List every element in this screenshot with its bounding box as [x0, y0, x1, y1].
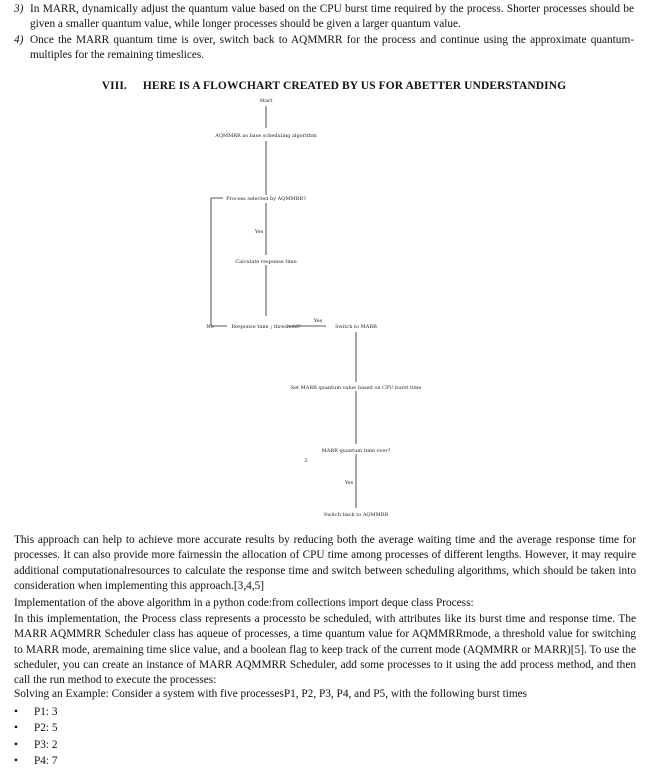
label-no: No: [206, 324, 214, 330]
list-item-3: [14, 2, 634, 32]
list-text: In MARR, dynamically adjust the quantum value based on the CPU burst time required by the process. Shorter processes should be given a smaller quantum value, while longer processes should be given a larger quantum value.: [30, 3, 634, 30]
section-number: VIII.: [101, 80, 127, 92]
list-number: 4): [14, 34, 24, 46]
node-switch-marr: Switch to MARR: [335, 324, 377, 330]
list-text: Once the MARR quantum time is over, switch back to AQMMRR for the process and continue using the approximate quantum-multiples for the remaining timeslices.: [30, 34, 634, 61]
list-number: 3): [14, 3, 24, 15]
node-quantum-over: MARR quantum time over?: [321, 448, 391, 454]
label-yes-2: Yes: [313, 318, 323, 324]
list-item: • P3: 2: [14, 737, 58, 753]
label-yes-1: Yes: [254, 229, 264, 235]
stray-label: 2: [304, 458, 308, 464]
paragraph-implementation: In this implementation, the Process class represents a processto be scheduled, with attributes like its burst time and response time. The MARR AQMMRR Scheduler class has aqueue of processes, a time quantum value for AQMMRRmode, a threshold value for switching to MARR mode, aremaining time slice value, and a boolean flag to keep track of the current mode (AQMMRR or MARR)[5]. To use the scheduler, you can create an instance of MARR AQMMRR Scheduler, add some processes to it using the add process method, and then call the run method to execute the processes:: [14, 613, 636, 687]
list-item: • P1: 3: [14, 704, 58, 720]
implementation-line: Implementation of the above algorithm in a python code:from collections import deque class Process:: [14, 597, 474, 609]
node-calc: Calculate response time: [235, 259, 297, 265]
section-title: HERE IS A FLOWCHART CREATED BY US FOR ABETTER UNDERSTANDING: [142, 80, 567, 92]
node-set-quantum: Set MARR quantum value based on CPU burst time: [290, 385, 422, 391]
node-switch-back: Switch back to AQMMRR: [323, 512, 389, 518]
label-yes-3: Yes: [344, 480, 354, 486]
burst-time-list: [14, 704, 58, 770]
node-base: AQMMRR as base scheduling algorithm: [215, 133, 317, 139]
paragraph-approach: This approach can help to achieve more accurate results by reducing both the average waiting time and the average response time for processes. It can also provide more fairnessin the allocation of CPU time among processes of different lengths. However, it may require additional computationalresources to calculate the response time and switch between scheduling algorithms, which should be taken into consideration when implementing this approach.[3,4,5]: [14, 534, 636, 592]
list-item-4: [14, 33, 634, 63]
example-line: Solving an Example: Consider a system with five processesP1, P2, P3, P4, and P5, with the following burst times: [14, 688, 528, 700]
node-start: Start: [259, 98, 273, 104]
node-decision: Response time ¡ threshold?: [231, 324, 301, 330]
section-heading: [0, 80, 668, 92]
no-loop-connector: [211, 198, 227, 326]
list-item: • P2: 5: [14, 720, 58, 736]
list-item: • P4: 7: [14, 753, 58, 769]
node-selected: Process selected by AQMMRR?: [226, 196, 306, 202]
